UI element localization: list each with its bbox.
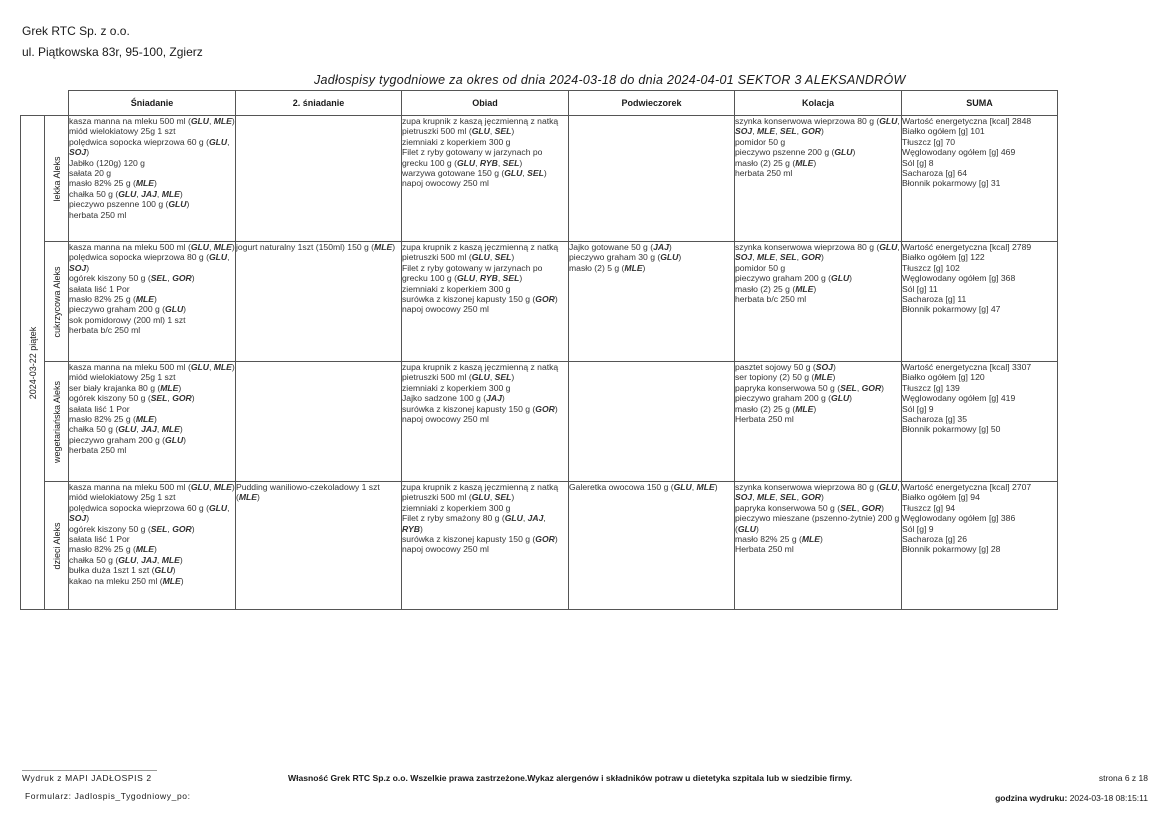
meal-item: Jabłko (120g) 120 g xyxy=(69,157,145,168)
meal-item: pieczywo graham 200 g (GLU) xyxy=(69,304,187,315)
meal-cell-second-breakfast xyxy=(236,242,402,362)
meal-item: Jajko gotowane 50 g (JAJ) xyxy=(569,242,672,252)
company-name: Grek RTC Sp. z o.o. xyxy=(22,24,130,38)
meal-item: Galeretka owocowa 150 g (GLU, MLE) xyxy=(569,482,718,492)
meal-item: chałka 50 g (GLU, JAJ, MLE) xyxy=(69,554,183,565)
meal-item: kakao na mleku 250 ml (MLE) xyxy=(69,575,184,586)
nutrition-line: Węglowodany ogółem [g] 419 xyxy=(902,393,1016,404)
meal-item: surówka z kiszonej kapusty 150 g (GOR) xyxy=(402,403,558,414)
meal-item: herbata 250 ml xyxy=(735,168,793,179)
meal-cell-breakfast xyxy=(69,482,236,610)
nutrition-line: Tłuszcz [g] 94 xyxy=(902,502,956,513)
nutrition-line: Sacharoza [g] 26 xyxy=(902,534,967,545)
meal-item: miód wielokiatowy 25g 1 szt xyxy=(69,372,176,383)
nutrition-line: Węglowodany ogółem [g] 368 xyxy=(902,273,1016,284)
meal-cell-afternoon-snack xyxy=(569,362,735,482)
footer-print-time-block xyxy=(995,793,1148,803)
nutrition-line: Węglowodany ogółem [g] 386 xyxy=(902,513,1016,524)
meal-cell-lunch xyxy=(402,482,569,610)
company-address: ul. Piątkowska 83r, 95-100, Zgierz xyxy=(22,45,203,59)
nutrition-line: Tłuszcz [g] 102 xyxy=(902,262,960,273)
meal-item: masło 82% 25 g (MLE) xyxy=(735,534,823,545)
nutrition-line: Sól [g] 9 xyxy=(902,403,934,414)
meal-item: napoj owocowy 250 ml xyxy=(402,414,489,425)
meal-item: zupa krupnik z kaszą jęczmienną z natką pietruszki 500 ml (GLU, SEL) xyxy=(402,362,559,383)
meal-item: sałata liść 1 Por xyxy=(69,534,130,545)
column-header-breakfast: Śniadanie xyxy=(69,91,236,116)
nutrition-line: Węglowodany ogółem [g] 469 xyxy=(902,147,1016,158)
meal-cell-sum xyxy=(902,362,1058,482)
diet-cell xyxy=(45,362,69,482)
meal-item: ziemniaki z koperkiem 300 g xyxy=(402,136,511,147)
meal-item: papryka konserwowa 50 g (SEL, GOR) xyxy=(735,502,885,513)
meal-item: jogurt naturalny 1szt (150ml) 150 g (MLE) xyxy=(236,242,396,252)
nutrition-line: Sól [g] 9 xyxy=(902,523,934,534)
meal-item: masło 82% 25 g (MLE) xyxy=(69,294,157,305)
meal-item: sałata 20 g xyxy=(69,168,112,179)
meal-item: chałka 50 g (GLU, JAJ, MLE) xyxy=(69,188,183,199)
meal-item: masło 82% 25 g (MLE) xyxy=(69,414,157,425)
nutrition-line: Białko ogółem [g] 122 xyxy=(902,252,985,263)
meal-item: masło (2) 25 g (MLE) xyxy=(735,157,817,168)
meal-item: ogórek kiszony 50 g (SEL, GOR) xyxy=(69,393,195,404)
meal-item: ser topiony (2) 50 g (MLE) xyxy=(735,372,836,383)
nutrition-line: Błonnik pokarmowy [g] 47 xyxy=(902,304,1001,315)
meal-item: ogórek kiszony 50 g (SEL, GOR) xyxy=(69,273,195,284)
meal-item: surówka z kiszonej kapusty 150 g (GOR) xyxy=(402,294,558,305)
meal-item: ziemniaki z koperkiem 300 g xyxy=(402,283,511,294)
meal-item: bułka duża 1szt 1 szt (GLU) xyxy=(69,565,176,576)
table-row xyxy=(21,116,1058,242)
meal-item: kasza manna na mleku 500 ml (GLU, MLE) xyxy=(69,242,235,252)
meal-item: herbata 250 ml xyxy=(69,445,127,456)
meal-item: pieczywo pszenne 100 g (GLU) xyxy=(69,199,190,210)
meal-item: sok pomidorowy (200 ml) 1 szt xyxy=(69,314,186,325)
meal-item: surówka z kiszonej kapusty 150 g (GOR) xyxy=(402,534,558,545)
meal-item: pomidor 50 g xyxy=(735,262,786,273)
meal-cell-second-breakfast xyxy=(236,482,402,610)
meal-item: herbata 250 ml xyxy=(69,209,127,220)
meal-item: pasztet sojowy 50 g (SOJ) xyxy=(735,362,836,372)
meal-item: Filet z ryby gotowany w jarzynach po grecku 100 g (GLU, RYB, SEL) xyxy=(402,147,543,168)
meal-cell-breakfast xyxy=(69,242,236,362)
meal-item: miód wielokiatowy 25g 1 szt xyxy=(69,492,176,503)
meal-item: masło (2) 25 g (MLE) xyxy=(735,403,817,414)
table-row xyxy=(21,362,1058,482)
meal-cell-dinner xyxy=(735,482,902,610)
nutrition-line: Białko ogółem [g] 101 xyxy=(902,126,985,137)
meal-item: napoj owocowy 250 ml xyxy=(402,544,489,555)
meal-cell-afternoon-snack xyxy=(569,242,735,362)
meal-item: sałata liść 1 Por xyxy=(69,283,130,294)
nutrition-line: Błonnik pokarmowy [g] 28 xyxy=(902,544,1001,555)
meal-item: Filet z ryby gotowany w jarzynach po grecku 100 g (GLU, RYB, SEL) xyxy=(402,262,543,284)
meal-cell-lunch xyxy=(402,242,569,362)
nutrition-line: Wartość energetyczna [kcal] 2789 xyxy=(902,242,1032,252)
meal-cell-afternoon-snack xyxy=(569,116,735,242)
meal-item: szynka konserwowa wieprzowa 80 g (GLU, SOJ, MLE, SEL, GOR) xyxy=(735,116,900,137)
date-label: 2024-03-22 piątek xyxy=(27,326,38,399)
meal-item: herbata b/c 250 ml xyxy=(69,325,141,336)
meal-cell-sum xyxy=(902,242,1058,362)
footer-form: Formularz: Jadlospis_Tygodniowy_po: xyxy=(25,791,191,801)
meal-item: pieczywo graham 200 g (GLU) xyxy=(69,434,187,445)
meal-item: Filet z ryby smażony 80 g (GLU, JAJ, RYB) xyxy=(402,513,546,534)
footer-print-time: 2024-03-18 08:15:11 xyxy=(1069,793,1148,803)
nutrition-line: Sacharoza [g] 64 xyxy=(902,168,967,179)
meal-item: pomidor 50 g xyxy=(735,136,786,147)
meal-item: kasza manna na mleku 500 ml (GLU, MLE) xyxy=(69,362,235,372)
meal-item: papryka konserwowa 50 g (SEL, GOR) xyxy=(735,382,885,393)
diet-cell xyxy=(45,116,69,242)
column-header-lunch: Obiad xyxy=(402,91,569,116)
diet-label: cukrzycowa Aleks xyxy=(51,265,62,338)
table-row xyxy=(21,242,1058,362)
meal-cell-second-breakfast xyxy=(236,116,402,242)
nutrition-line: Sacharoza [g] 35 xyxy=(902,414,967,425)
meal-cell-lunch xyxy=(402,116,569,242)
meal-item: ziemniaki z koperkiem 300 g xyxy=(402,382,511,393)
footer-ownership: Własność Grek RTC Sp.z o.o. Wszelkie prawa zastrzeżone.Wykaz alergenów i składników potraw u dietetyka szpitala lub w siedzibie firmy. xyxy=(288,773,853,783)
nutrition-line: Wartość energetyczna [kcal] 2848 xyxy=(902,116,1032,126)
meal-item: zupa krupnik z kaszą jęczmienną z natką pietruszki 500 ml (GLU, SEL) xyxy=(402,482,559,503)
footer-print-time-label: godzina wydruku: xyxy=(995,793,1068,803)
meal-item: pieczywo mieszane (pszenno-żytnie) 200 g (GLU) xyxy=(735,513,900,534)
meal-item: pieczywo graham 200 g (GLU) xyxy=(735,393,853,404)
meal-item: ogórek kiszony 50 g (SEL, GOR) xyxy=(69,523,195,534)
meal-item: sałata liść 1 Por xyxy=(69,403,130,414)
column-header-dinner: Kolacja xyxy=(735,91,902,116)
meal-cell-sum xyxy=(902,482,1058,610)
nutrition-line: Tłuszcz [g] 70 xyxy=(902,136,956,147)
meal-cell-breakfast xyxy=(69,116,236,242)
table-header-row xyxy=(21,91,1058,116)
nutrition-line: Błonnik pokarmowy [g] 31 xyxy=(902,178,1001,189)
nutrition-line: Błonnik pokarmowy [g] 50 xyxy=(902,424,1001,435)
meal-item: zupa krupnik z kaszą jęczmienną z natką pietruszki 500 ml (GLU, SEL) xyxy=(402,242,559,263)
meal-item: warzywa gotowane 150 g (GLU, SEL) xyxy=(402,168,547,179)
meal-cell-dinner xyxy=(735,116,902,242)
meal-item: szynka konserwowa wieprzowa 80 g (GLU, SOJ, MLE, SEL, GOR) xyxy=(735,482,900,503)
meal-item: Herbata 250 ml xyxy=(735,544,794,555)
nutrition-line: Sól [g] 11 xyxy=(902,283,938,294)
meal-item: pieczywo graham 200 g (GLU) xyxy=(735,273,853,284)
meal-item: zupa krupnik z kaszą jęczmienną z natką pietruszki 500 ml (GLU, SEL) xyxy=(402,116,559,137)
nutrition-line: Sól [g] 8 xyxy=(902,157,934,168)
nutrition-line: Sacharoza [g] 11 xyxy=(902,294,967,305)
nutrition-line: Wartość energetyczna [kcal] 2707 xyxy=(902,482,1032,492)
meal-item: chałka 50 g (GLU, JAJ, MLE) xyxy=(69,424,183,435)
meal-item: miód wielokiatowy 25g 1 szt xyxy=(69,126,176,137)
meal-item: pieczywo pszenne 200 g (GLU) xyxy=(735,147,856,158)
meal-item: napoj owocowy 250 ml xyxy=(402,178,489,189)
diet-cell xyxy=(45,242,69,362)
nutrition-line: Wartość energetyczna [kcal] 3307 xyxy=(902,362,1032,372)
meal-item: Herbata 250 ml xyxy=(735,414,794,425)
header-blank xyxy=(21,91,69,116)
meal-item: kasza manna na mleku 500 ml (GLU, MLE) xyxy=(69,116,235,126)
meal-item: polędwica sopocka wieprzowa 60 g (GLU, SOJ) xyxy=(69,136,230,158)
nutrition-line: Tłuszcz [g] 139 xyxy=(902,382,960,393)
footer-divider xyxy=(22,770,157,771)
meal-item: pieczywo graham 30 g (GLU) xyxy=(569,252,682,263)
meal-item: szynka konserwowa wieprzowa 80 g (GLU, SOJ, MLE, SEL, GOR) xyxy=(735,242,900,263)
column-header-second-breakfast: 2. śniadanie xyxy=(236,91,402,116)
meal-item: masło (2) 25 g (MLE) xyxy=(735,283,817,294)
meal-cell-sum xyxy=(902,116,1058,242)
table-row xyxy=(21,482,1058,610)
meal-item: masło 82% 25 g (MLE) xyxy=(69,178,157,189)
meal-cell-dinner xyxy=(735,242,902,362)
meal-cell-afternoon-snack xyxy=(569,482,735,610)
footer-source: Wydruk z MAPI JADŁOSPIS 2 xyxy=(22,773,152,783)
meal-item: masło 82% 25 g (MLE) xyxy=(69,544,157,555)
meal-cell-second-breakfast xyxy=(236,362,402,482)
meal-item: herbata b/c 250 ml xyxy=(735,294,807,305)
meal-item: kasza manna na mleku 500 ml (GLU, MLE) xyxy=(69,482,235,492)
meal-cell-lunch xyxy=(402,362,569,482)
report-title: Jadłospisy tygodniowe za okres od dnia 2024-03-18 do dnia 2024-04-01 SEKTOR 3 ALEKSANDRÓW xyxy=(314,73,906,87)
meal-item: Jajko sadzone 100 g (JAJ) xyxy=(402,393,505,404)
diet-label: dzieci Aleks xyxy=(51,521,62,570)
footer-page-number: strona 6 z 18 xyxy=(1098,773,1148,783)
meal-item: ser biały krajanka 80 g (MLE) xyxy=(69,382,182,393)
meal-cell-dinner xyxy=(735,362,902,482)
meal-item: polędwica sopocka wieprzowa 60 g (GLU, SOJ) xyxy=(69,502,230,524)
column-header-afternoon-snack: Podwieczorek xyxy=(569,91,735,116)
meal-cell-breakfast xyxy=(69,362,236,482)
meal-item: napoj owocowy 250 ml xyxy=(402,304,489,315)
meal-item: masło (2) 5 g (MLE) xyxy=(569,262,646,273)
nutrition-line: Białko ogółem [g] 120 xyxy=(902,372,985,383)
meal-item: ziemniaki z koperkiem 300 g xyxy=(402,502,511,513)
diet-cell xyxy=(45,482,69,610)
nutrition-line: Białko ogółem [g] 94 xyxy=(902,492,980,503)
diet-label: wegetariańska Aleks xyxy=(51,380,62,463)
meal-item: polędwica sopocka wieprzowa 80 g (GLU, SOJ) xyxy=(69,252,230,273)
diet-label: lekka Aleks xyxy=(51,155,62,202)
date-cell xyxy=(21,116,45,610)
meal-item: Pudding waniliowo-czekoladowy 1 szt (MLE) xyxy=(236,482,380,503)
menu-table xyxy=(20,90,1058,610)
column-header-sum: SUMA xyxy=(902,91,1058,116)
